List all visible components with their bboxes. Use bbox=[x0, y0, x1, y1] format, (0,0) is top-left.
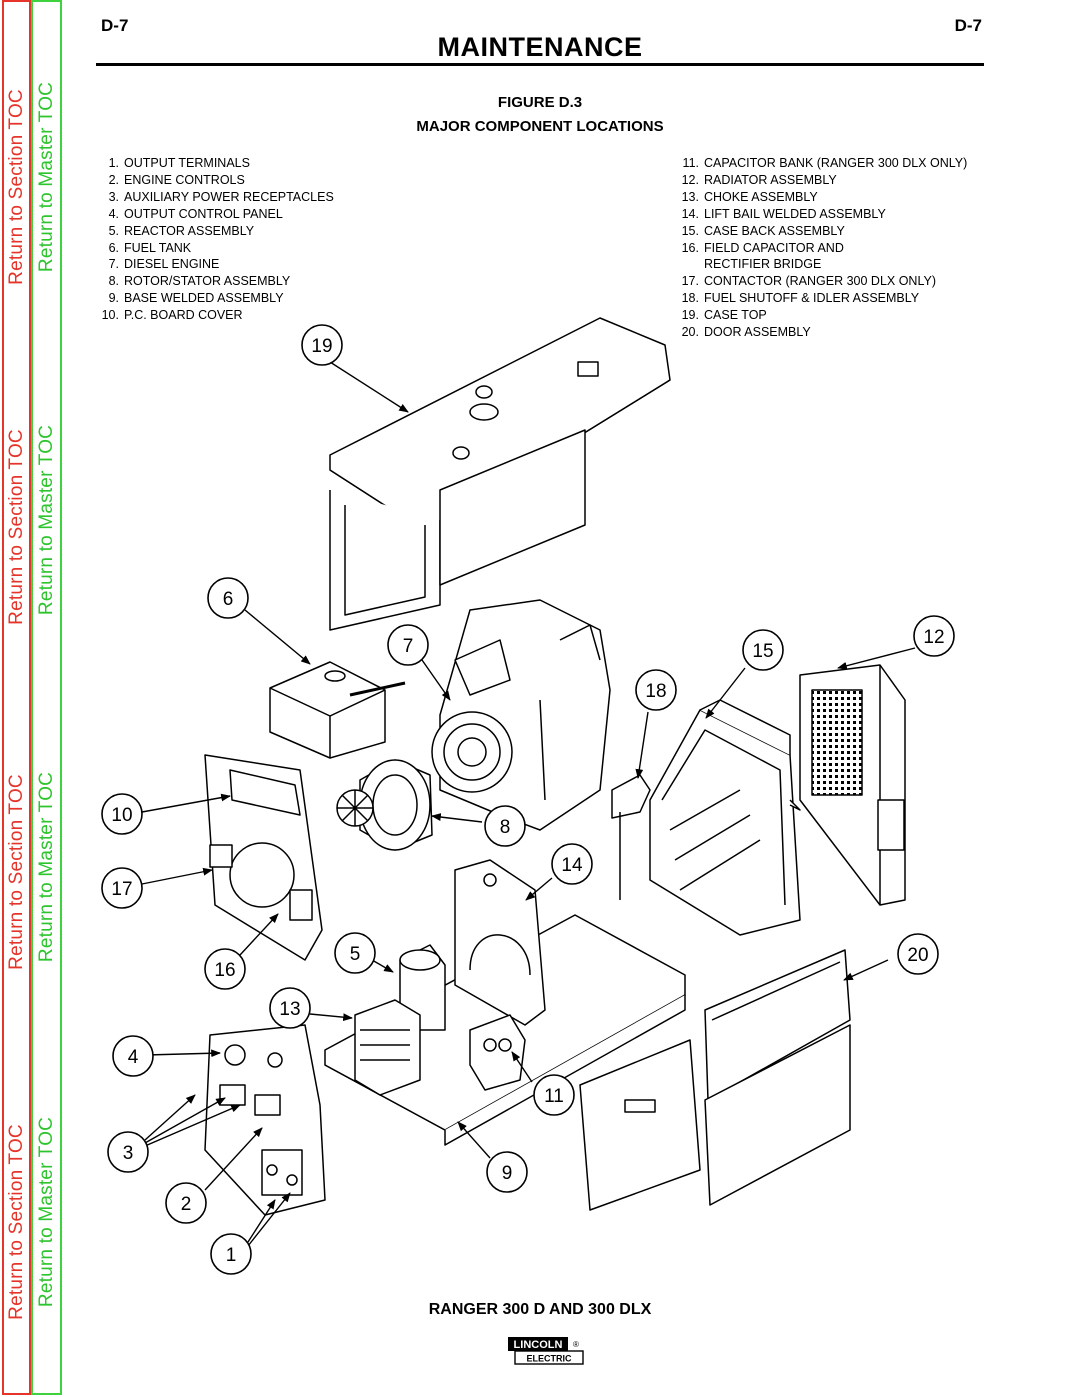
legend-number: 19. bbox=[681, 308, 699, 323]
leader-arrow-8 bbox=[432, 816, 482, 822]
callout-1 bbox=[211, 1234, 251, 1274]
return-to-master-toc-link[interactable]: Return to Master TOC bbox=[35, 81, 57, 273]
case-top-drawing bbox=[330, 318, 670, 630]
leader-arrow-18 bbox=[638, 712, 648, 778]
legend-number: 11. bbox=[682, 156, 699, 170]
callout-14 bbox=[552, 844, 592, 884]
model-name-footer: RANGER 300 D AND 300 DLX bbox=[428, 1301, 652, 1318]
callout-20 bbox=[898, 934, 938, 974]
callout-13 bbox=[270, 988, 310, 1028]
page-title: MAINTENANCE bbox=[437, 32, 643, 62]
callout-label: 10 bbox=[111, 805, 133, 826]
legend-number: 10. bbox=[101, 308, 119, 323]
legend-number: 8. bbox=[108, 274, 119, 289]
callout-label: 18 bbox=[645, 681, 667, 702]
callout-label: 11 bbox=[544, 1086, 564, 1107]
legend-number: 12. bbox=[681, 172, 699, 187]
capacitor-bank-drawing bbox=[470, 1015, 525, 1090]
callout-3 bbox=[108, 1132, 148, 1172]
legend-text: FUEL TANK bbox=[124, 240, 192, 255]
rotor-stator-drawing bbox=[337, 760, 432, 850]
leader-arrow-7 bbox=[422, 660, 450, 700]
callout-11 bbox=[534, 1075, 574, 1115]
legend-text: CONTACTOR (RANGER 300 DLX ONLY) bbox=[704, 274, 936, 289]
legend-number: 1. bbox=[108, 156, 119, 170]
return-to-section-toc-link[interactable]: Return to Section TOC bbox=[5, 774, 27, 970]
callout-label: 2 bbox=[180, 1194, 192, 1215]
legend-number: 5. bbox=[108, 223, 119, 238]
legend-number: 4. bbox=[108, 206, 119, 221]
callout-label: 20 bbox=[907, 945, 929, 966]
choke-assembly-drawing bbox=[355, 1000, 420, 1095]
callout-label: 9 bbox=[501, 1163, 513, 1184]
radiator-assembly-drawing bbox=[790, 665, 905, 905]
callout-4 bbox=[113, 1036, 153, 1076]
legend-number: 18. bbox=[681, 291, 699, 306]
fuel-tank-drawing bbox=[270, 662, 405, 758]
legend-text: RADIATOR ASSEMBLY bbox=[704, 172, 837, 187]
callout-label: 14 bbox=[561, 855, 583, 876]
callout-label: 8 bbox=[499, 817, 511, 838]
registered-mark: ® bbox=[573, 1340, 579, 1349]
callout-2 bbox=[166, 1183, 206, 1223]
legend-text: DIESEL ENGINE bbox=[124, 257, 220, 272]
callout-label: 6 bbox=[222, 589, 234, 610]
logo-top-text: LINCOLN bbox=[513, 1339, 563, 1351]
return-to-section-toc-link[interactable]: Return to Section TOC bbox=[5, 89, 27, 285]
callout-12 bbox=[914, 616, 954, 656]
case-back-drawing bbox=[650, 700, 800, 935]
leader-arrow-17 bbox=[142, 870, 212, 884]
callout-15 bbox=[743, 630, 783, 670]
fuel-shutoff-drawing bbox=[612, 775, 650, 900]
legend-text: CHOKE ASSEMBLY bbox=[704, 189, 818, 204]
callout-label: 17 bbox=[111, 879, 133, 900]
legend-number: 9. bbox=[108, 291, 119, 306]
return-to-section-toc-link[interactable]: Return to Section TOC bbox=[5, 1124, 27, 1320]
page-number-right: D-7 bbox=[954, 16, 982, 35]
legend-number: 7. bbox=[108, 257, 119, 272]
callout-6 bbox=[208, 578, 248, 618]
leader-arrow-3a bbox=[145, 1095, 195, 1140]
callout-label: 1 bbox=[225, 1245, 237, 1266]
leader-arrow-19 bbox=[330, 362, 408, 412]
legend-number: 3. bbox=[108, 189, 119, 204]
legend-text: ROTOR/STATOR ASSEMBLY bbox=[124, 274, 291, 289]
callout-19 bbox=[302, 325, 342, 365]
callout-8 bbox=[485, 806, 525, 846]
callout-18 bbox=[636, 670, 676, 710]
legend-number: 13. bbox=[681, 189, 699, 204]
callout-5 bbox=[335, 933, 375, 973]
callout-label: 13 bbox=[279, 999, 301, 1020]
logo-bottom-text: ELECTRIC bbox=[526, 1353, 572, 1364]
page-number-left: D-7 bbox=[101, 16, 129, 35]
return-to-master-toc-link[interactable]: Return to Master TOC bbox=[35, 1116, 57, 1308]
callout-17 bbox=[102, 868, 142, 908]
callout-16 bbox=[205, 949, 245, 989]
legend-number: 16. bbox=[681, 240, 699, 255]
legend-text: AUXILIARY POWER RECEPTACLES bbox=[124, 189, 334, 204]
legend-text: OUTPUT CONTROL PANEL bbox=[124, 206, 283, 221]
legend-number: 14. bbox=[681, 206, 699, 221]
legend-text: OUTPUT TERMINALS bbox=[124, 156, 250, 170]
legend-number: 6. bbox=[108, 240, 119, 255]
legend-text: CASE TOP bbox=[704, 308, 767, 323]
callout-label: 12 bbox=[923, 627, 945, 648]
legend-text: FUEL SHUTOFF & IDLER ASSEMBLY bbox=[704, 291, 920, 306]
leader-arrow-5 bbox=[372, 960, 393, 972]
legend-number: 15. bbox=[681, 223, 699, 238]
legend-text: BASE WELDED ASSEMBLY bbox=[124, 291, 284, 306]
legend-text: CASE BACK ASSEMBLY bbox=[704, 223, 845, 238]
legend-text: RECTIFIER BRIDGE bbox=[704, 257, 822, 272]
legend-text: DOOR ASSEMBLY bbox=[704, 325, 811, 340]
return-to-master-toc-link[interactable]: Return to Master TOC bbox=[35, 771, 57, 963]
legend-text: FIELD CAPACITOR AND bbox=[704, 240, 844, 255]
callout-label: 7 bbox=[402, 636, 414, 657]
leader-arrow-6 bbox=[245, 610, 310, 664]
legend-number: 20. bbox=[681, 325, 699, 340]
legend-number: 2. bbox=[108, 172, 119, 187]
callout-label: 19 bbox=[311, 336, 333, 357]
figure-title: FIGURE D.3 bbox=[497, 94, 583, 111]
legend-number: 17. bbox=[681, 274, 699, 289]
figure-subtitle: MAJOR COMPONENT LOCATIONS bbox=[416, 118, 664, 135]
callout-label: 3 bbox=[122, 1143, 134, 1164]
leader-arrow-20 bbox=[844, 960, 888, 980]
lincoln-electric-logo bbox=[507, 1336, 585, 1366]
legend-text: REACTOR ASSEMBLY bbox=[124, 223, 255, 238]
case-side-panel-drawing bbox=[580, 1040, 700, 1210]
callout-label: 15 bbox=[752, 641, 774, 662]
diesel-engine-drawing bbox=[432, 600, 610, 830]
legend-text: P.C. BOARD COVER bbox=[124, 308, 243, 323]
return-to-section-toc-link[interactable]: Return to Section TOC bbox=[5, 429, 27, 625]
leader-arrow-13 bbox=[310, 1014, 352, 1018]
callout-7 bbox=[388, 625, 428, 665]
callout-label: 5 bbox=[349, 944, 361, 965]
legend-text: CAPACITOR BANK (RANGER 300 DLX ONLY) bbox=[704, 156, 968, 170]
door-assembly-drawing bbox=[705, 950, 850, 1205]
callout-label: 4 bbox=[127, 1047, 139, 1068]
callout-9 bbox=[487, 1152, 527, 1192]
callout-label: 16 bbox=[214, 960, 236, 981]
callout-10 bbox=[102, 794, 142, 834]
return-to-master-toc-link[interactable]: Return to Master TOC bbox=[35, 424, 57, 616]
legend-text: LIFT BAIL WELDED ASSEMBLY bbox=[704, 206, 886, 221]
legend-text: ENGINE CONTROLS bbox=[124, 172, 245, 187]
output-control-panel-drawing bbox=[205, 1025, 325, 1215]
